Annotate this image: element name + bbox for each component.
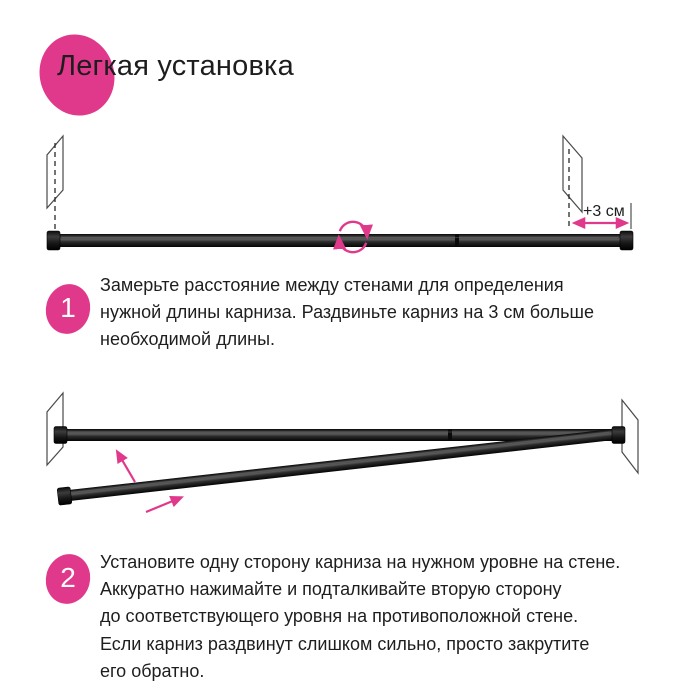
step-2-note [100, 631, 589, 685]
step-1-badge [46, 284, 90, 334]
step-2-text [100, 549, 620, 630]
step-2-badge [46, 554, 90, 604]
step-2-note-line-2: его обратно. [100, 661, 205, 681]
rod-end-cap-right [620, 231, 633, 250]
rod-end-cap-left [47, 231, 60, 250]
rod-end-cap-right [612, 427, 625, 444]
illustration-measure-rod [0, 125, 700, 275]
plus-3cm-label: +3 см [583, 203, 625, 220]
wall-patch-right-icon [563, 136, 582, 212]
push-direction-arrow-icon [146, 498, 180, 512]
rod-joint [455, 235, 459, 247]
step-2-line-1: Установите одну сторону карниза на нужном уровне на стене. [100, 552, 621, 572]
illustration-install-rod [0, 385, 700, 525]
page-title: Легкая установка [57, 50, 294, 82]
rod-end-cap-free [57, 487, 72, 505]
rod-joint [448, 430, 452, 441]
step-2-line-2: Аккуратно нажимайте и подталкивайте вторую сторону [100, 579, 562, 599]
rod-end-cap-left [54, 427, 67, 444]
step-1-line-2: нужной длины карниза. Раздвиньте карниз на 3 см больше [100, 302, 594, 322]
step-1-line-3: необходимой длины. [100, 329, 276, 349]
step-1-number: 1 [60, 292, 76, 323]
step-2-note-line-1: Если карниз раздвинут слишком сильно, просто закрутите [100, 634, 590, 654]
step-2-line-3: до соответствующего уровня на противоположной стене. [100, 606, 579, 626]
push-up-arrow-icon [118, 453, 135, 482]
step-1-line-1: Замерьте расстояние между стенами для определения [100, 275, 564, 295]
step-2-number: 2 [60, 562, 76, 593]
step-1-text [100, 272, 594, 353]
